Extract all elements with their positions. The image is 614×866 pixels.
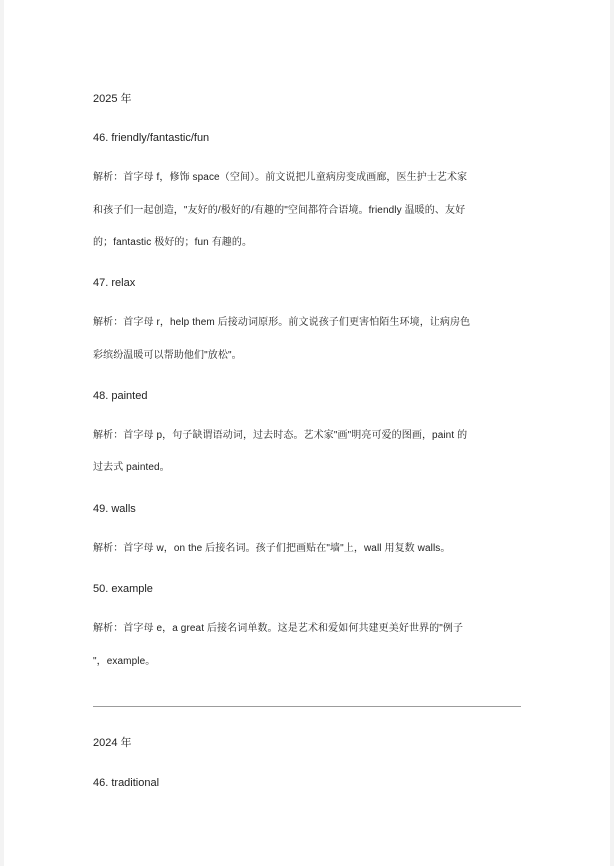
explanation-47-line-2: 彩缤纷温暖可以帮助他们"放松"。: [93, 350, 242, 361]
explanation-49-line-1: 解析：首字母 w，on the 后接名词。孩子们把画贴在"墙"上，wall 用复数 walls。: [93, 543, 451, 554]
explanation-47-line-1: 解析：首字母 r，help them 后接动词原形。前文说孩子们更害怕陌生环境，让病房色: [93, 317, 471, 328]
section-divider: [93, 706, 521, 707]
explanation-50-line-2: "，example。: [93, 656, 156, 667]
explanation-46-line-3: 的；fantastic 极好的；fun 有趣的。: [93, 237, 253, 248]
answer-46: 46. friendly/fantastic/fun: [93, 132, 210, 144]
answer-46-2024: 46. traditional: [93, 777, 160, 789]
explanation-50-line-1: 解析：首字母 e，a great 后接名词单数。这是艺术和爱如何共建更美好世界的"例子: [93, 623, 464, 634]
answer-47: 47. relax: [93, 277, 136, 289]
explanation-46-line-2: 和孩子们一起创造，"友好的/极好的/有趣的"空间都符合语境。friendly 温暖的、友好: [93, 205, 466, 216]
explanation-48-line-1: 解析：首字母 p，句子缺谓语动词，过去时态。艺术家"画"明亮可爱的图画，paint 的: [93, 430, 468, 441]
explanation-46-line-1: 解析：首字母 f，修饰 space（空间）。前文说把儿童病房变成画廊，医生护士艺术家: [93, 172, 468, 183]
answer-48: 48. painted: [93, 390, 148, 402]
answer-50: 50. example: [93, 583, 153, 595]
document-page: [4, 0, 610, 866]
section-year-2024: 2024 年: [93, 737, 132, 749]
answer-49: 49. walls: [93, 503, 136, 515]
section-year-2025: 2025 年: [93, 93, 132, 105]
explanation-48-line-2: 过去式 painted。: [93, 462, 170, 473]
